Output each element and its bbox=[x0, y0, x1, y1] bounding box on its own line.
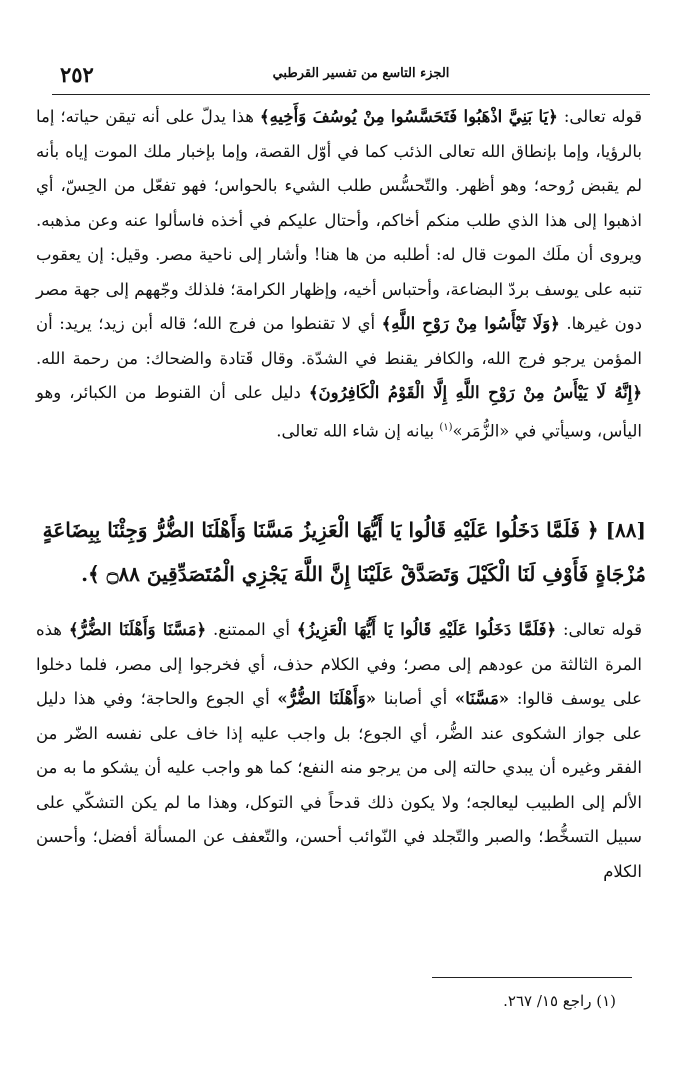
text-segment: أي الجوع والحاجة؛ وفي هذا دليل على جواز الشكوى عند الضُّر، أي الجوع؛ بل واجب عليه إذا خاف على نفسه الضّر من الفقر وغيره أن يبدي حالته إلى من يرجو منه النفع؛ كما هو واجب عليه أن يشكو ما به من الألم إلى الطبيب ليعالجه؛ ولا يكون ذلك قدحاً في التوكل، وهذا ما لم يكن التشكّي على سبيل التسخُّط؛ والصبر والتّجلد في النّوائب أحسن، والتّعفف عن المسألة أفضل؛ وأحسن الكلام bbox=[36, 689, 642, 881]
quran-quote: ﴿يَا بَنِيَّ اذْهَبُوا فَتَحَسَّسُوا مِنْ يُوسُفَ وَأَخِيهِ﴾ bbox=[259, 107, 558, 126]
verse-number: [٨٨] bbox=[605, 518, 646, 542]
page-number: ٢٥٢ bbox=[60, 62, 94, 87]
quran-quote: ﴿إِنَّهُ لَا يَيْأَسُ مِنْ رَوْحِ اللَّهِ إِلَّا الْقَوْمُ الْكَافِرُونَ﴾ bbox=[308, 383, 642, 402]
quran-quote: «وَأَهْلَنَا الضُّرُّ» bbox=[277, 689, 377, 708]
text-segment: أي أصابنا bbox=[376, 689, 455, 708]
quran-quote: ﴿فَلَمَّا دَخَلُوا عَلَيْهِ قَالُوا يَا أَيُّهَا الْعَزِيزُ﴾ bbox=[296, 620, 557, 639]
quran-quote: «مَسَّنَا» bbox=[454, 689, 510, 708]
footnote: (١) راجع ١٥/ ٢٦٧. bbox=[503, 992, 616, 1010]
text-segment: هذه المرة الثالثة من عودهم إلى مصر؛ وفي الكلام حذف، أي فخرجوا إلى مصر، فلما دخلوا على يوسف قالوا: bbox=[36, 620, 642, 708]
verse-text: ﴿ فَلَمَّا دَخَلُوا عَلَيْهِ قَالُوا يَا أَيُّهَا الْعَزِيزُ مَسَّنَا وَأَهْلَنَا الضُّرُّ وَجِئْنَا بِبِضَاعَةٍ مُزْجَاةٍ فَأَوْفِ لَنَا الْكَيْلَ وَتَصَدَّقْ عَلَيْنَا إِنَّ اللَّهَ يَجْزِي الْمُتَصَدِّقِينَ ۝٨٨ ﴾. bbox=[42, 518, 646, 586]
text-segment: قوله تعالى: bbox=[557, 107, 642, 126]
footnote-reference: (١) bbox=[439, 421, 453, 433]
quran-quote: ﴿وَلَا تَيْأَسُوا مِنْ رَوْحِ اللَّهِ﴾ bbox=[381, 314, 560, 333]
page-header bbox=[52, 60, 650, 95]
footnote-divider bbox=[432, 977, 632, 978]
text-segment: هذا يدلّ على أنه تيقن حياته؛ إما بالرؤيا، وإما بإنطاق الله تعالى الذئب كما في أوّل القصة، وإما بإخبار ملك الموت إياه بأنه لم يقبض رُوحه؛ وهو أظهر. والتّحسُّس طلب الشيء بالحواس؛ فهو تفعّل من الحِسّ، أي اذهبوا إلى هذا الذي طلب منكم أخاكم، وأحتال عليكم في أخذه فاسألوا عنه وعن مذهبه. ويروى أن ملَك الموت قال له: أطلبه من ها هنا! وأشار إلى ناحية مصر. وقيل: إن يعقوب تنبه على يوسف بردّ البضاعة، وأحتباس أخيه، وإظهار الكرامة؛ فلذلك وجّههم إلى جهة مصر دون غيرها. bbox=[36, 107, 643, 333]
commentary-paragraph-2 bbox=[36, 613, 642, 889]
running-title: الجزء التاسع من تفسير القرطبي bbox=[272, 66, 450, 81]
text-segment: أي لا تقنطوا من فرج الله؛ قاله أبن زيد؛ يريد: أن المؤمن يرجو فرج الله، والكافر يقنط في الشدّة. وقال قَتادة والضحاك: من رحمة الله. bbox=[36, 314, 642, 368]
commentary-paragraph-1 bbox=[36, 100, 642, 449]
text-segment: دليل على أن القنوط من الكبائر، وهو اليأس، وسيأتي في «الزُّمَر» bbox=[36, 383, 642, 440]
verse-block bbox=[30, 508, 646, 596]
text-segment: أي الممتنع. bbox=[206, 620, 297, 639]
quran-quote: ﴿مَسَّنَا وَأَهْلَنَا الضُّرُّ﴾ bbox=[68, 620, 207, 639]
text-segment: بيانه إن شاء الله تعالى. bbox=[276, 421, 440, 440]
text-segment: قوله تعالى: bbox=[556, 620, 642, 639]
